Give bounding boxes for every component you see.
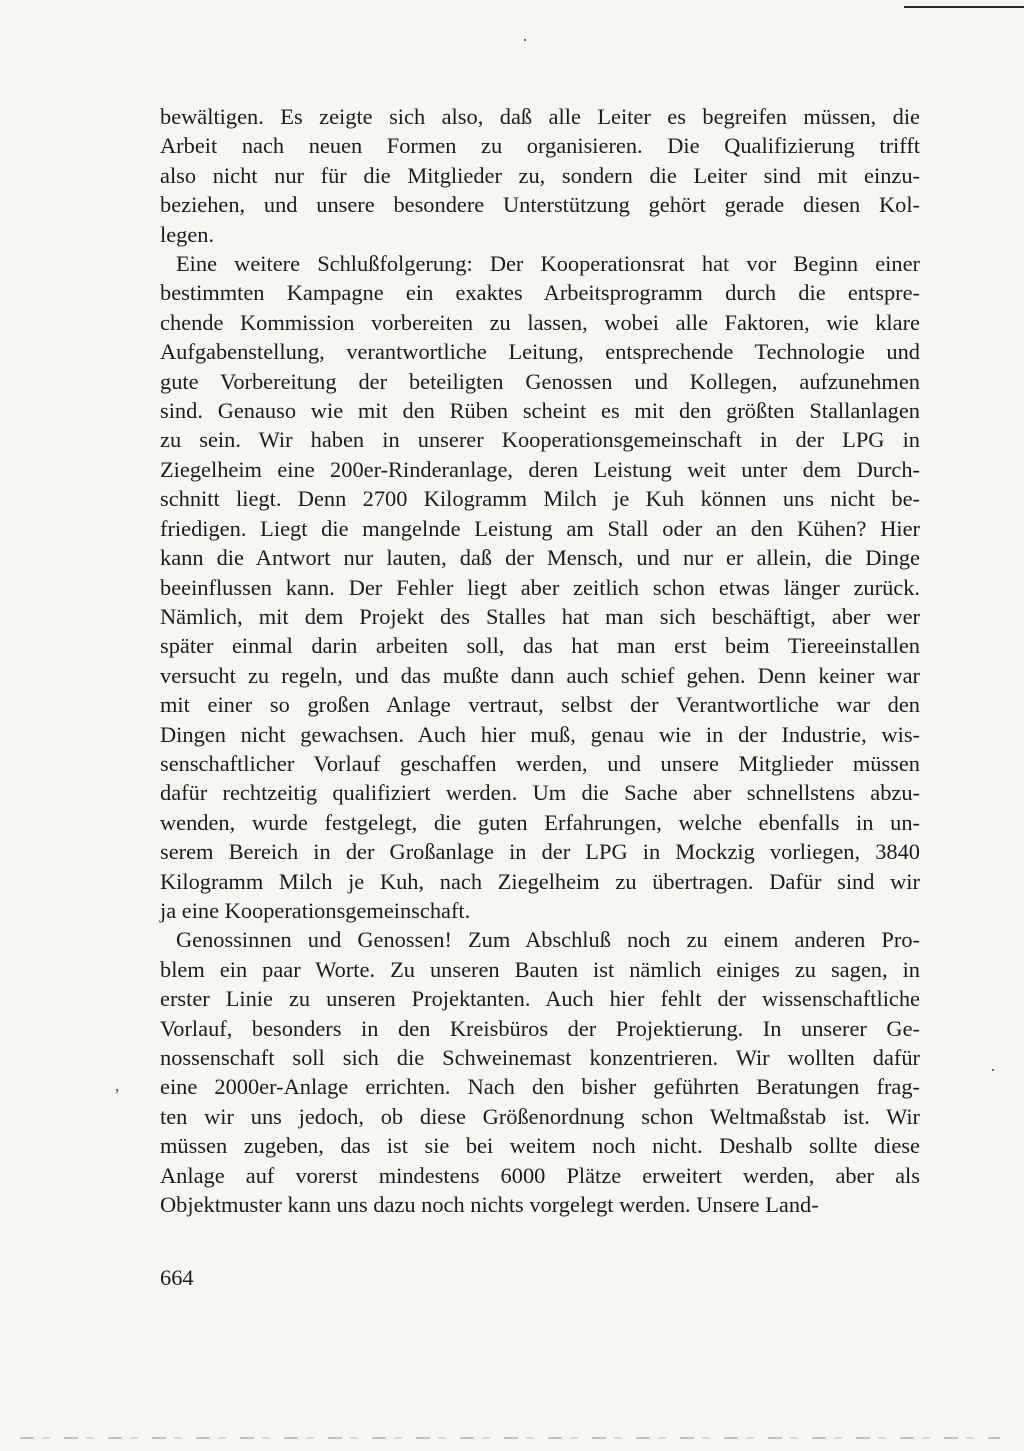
text-line: Aufgabenstellung, verantwortliche Leitung, entsprechende Technologie und xyxy=(160,339,920,365)
margin-tick-right: · xyxy=(990,1060,996,1080)
text-line: dafür rechtzeitig qualifiziert werden. Um die Sache aber schnellstens abzu- xyxy=(160,780,920,806)
text-line: nossenschaft soll sich die Schweinemast konzentrieren. Wir wollten dafür xyxy=(160,1045,920,1070)
text-line: friedigen. Liegt die mangelnde Leistung am Stall oder an den Kühen? Hier xyxy=(160,515,920,541)
paragraph xyxy=(160,925,920,1219)
page-number: 664 xyxy=(160,1265,194,1290)
text-line: Anlage auf vorerst mindestens 6000 Plätze erweitert werden, aber als xyxy=(160,1162,920,1188)
text-line: Arbeit nach neuen Formen zu organisieren. Die Qualifizierung trifft xyxy=(160,133,920,159)
text-line: beziehen, und unsere besondere Unterstützung gehört gerade diesen Kol- xyxy=(160,192,920,218)
text-line: serem Bereich in der Großanlage in der LPG in Mockzig vorliegen, 3840 xyxy=(160,839,920,865)
text-line: senschaftlicher Vorlauf geschaffen werden, und unsere Mitglieder müssen xyxy=(160,750,920,776)
text-line: Nämlich, mit dem Projekt des Stalles hat man sich beschäftigt, aber wer xyxy=(160,603,920,629)
top-rule xyxy=(904,6,1024,8)
text-line: bewältigen. Es zeigte sich also, daß alle Leiter es begreifen müssen, die xyxy=(160,104,920,129)
paragraph xyxy=(160,249,920,925)
margin-tick-left: ʼ xyxy=(114,1085,120,1105)
text-line: kann die Antwort nur lauten, daß der Mensch, und nur er allein, die Dinge xyxy=(160,545,920,571)
text-line: Genossinnen und Genossen! Zum Abschluß noch zu einem anderen Pro- xyxy=(176,927,920,953)
speck-mark: · xyxy=(522,30,528,50)
bottom-scan-artifact xyxy=(20,1437,1000,1439)
text-line: erster Linie zu unseren Projektanten. Auch hier fehlt der wissenschaftliche xyxy=(160,986,920,1012)
text-line: zu sein. Wir haben in unserer Kooperationsgemeinschaft in der LPG in xyxy=(160,427,920,453)
text-line: eine 2000er-Anlage errichten. Nach den bisher geführten Beratungen frag- xyxy=(160,1074,920,1100)
text-line: Eine weitere Schlußfolgerung: Der Kooperationsrat hat vor Beginn einer xyxy=(176,251,920,277)
text-line: Dingen nicht gewachsen. Auch hier muß, genau wie in der Industrie, wis- xyxy=(160,721,920,747)
text-line: bestimmten Kampagne ein exaktes Arbeitsprogramm durch die entspre- xyxy=(160,280,920,306)
text-line: müssen zugeben, das ist sie bei weitem noch nicht. Deshalb sollte diese xyxy=(160,1133,920,1159)
text-line: also nicht nur für die Mitglieder zu, sondern die Leiter sind mit einzu- xyxy=(160,162,920,188)
text-line: schnitt liegt. Denn 2700 Kilogramm Milch je Kuh können uns nicht be- xyxy=(160,486,920,512)
text-line: Kilogramm Milch je Kuh, nach Ziegelheim zu übertragen. Dafür sind wir xyxy=(160,868,920,894)
text-line: blem ein paar Worte. Zu unseren Bauten ist nämlich einiges zu sagen, in xyxy=(160,956,920,982)
text-line: versucht zu regeln, und das mußte dann auch schief gehen. Denn keiner war xyxy=(160,662,920,688)
text-line: mit einer so großen Anlage vertraut, selbst der Verantwortliche war den xyxy=(160,692,920,718)
text-line: chende Kommission vorbereiten zu lassen, wobei alle Faktoren, wie klare xyxy=(160,309,920,335)
body-text xyxy=(160,102,920,1219)
text-line: legen. xyxy=(160,221,215,247)
text-line: wenden, wurde festgelegt, die guten Erfahrungen, welche ebenfalls in un- xyxy=(160,809,920,835)
text-line: Vorlauf, besonders in den Kreisbüros der Projektierung. In unserer Ge- xyxy=(160,1015,920,1041)
text-line: beeinflussen kann. Der Fehler liegt aber zeitlich schon etwas länger zurück. xyxy=(160,574,920,600)
text-line: später einmal darin arbeiten soll, das hat man erst beim Tiereeinstallen xyxy=(160,633,920,659)
text-line: Objektmuster kann uns dazu noch nichts vorgelegt werden. Unsere Land- xyxy=(160,1192,819,1218)
text-line: sind. Genauso wie mit den Rüben scheint es mit den größten Stallanlagen xyxy=(160,398,920,424)
text-line: gute Vorbereitung der beteiligten Genossen und Kollegen, aufzunehmen xyxy=(160,368,920,394)
paragraph xyxy=(160,102,920,249)
text-line: Ziegelheim eine 200er-Rinderanlage, deren Leistung weit unter dem Durch- xyxy=(160,456,920,482)
text-line: ja eine Kooperationsgemeinschaft. xyxy=(160,897,471,923)
text-line: ten wir uns jedoch, ob diese Größenordnung schon Weltmaßstab ist. Wir xyxy=(160,1103,920,1129)
